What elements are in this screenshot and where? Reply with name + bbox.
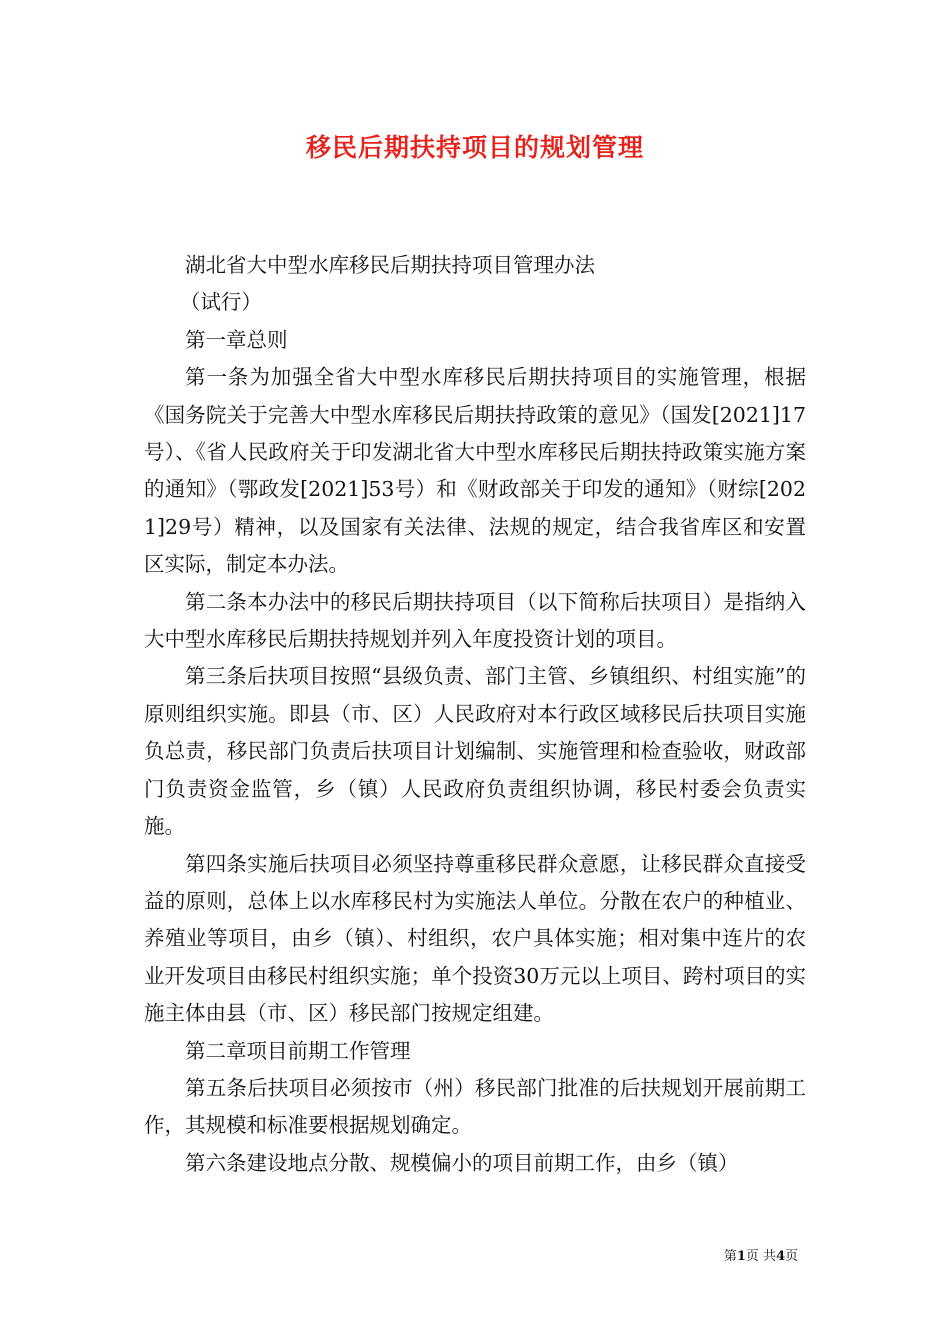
regulation-note: （试行） bbox=[179, 290, 262, 315]
article-5: 第五条后扶项目必须按市（州）移民部门批准的后扶规划开展前期工作，其规模和标准要根据规划确定。 bbox=[144, 1075, 806, 1138]
article-1: 第一条为加强全省大中型水库移民后期扶持项目的实施管理，根据《国务院关于完善大中型水库移民后期扶持政策的意见》（国发[2021]17号）、《省人民政府关于印发湖北省大中型水库移民后期扶持政策实施方案的通知》（鄂政发[2021]53号）和《财政部关于印发的通知》（财综[2021]29号）精神，以及国家有关法律、法规的规定，结合我省库区和安置区实际，制定本办法。 bbox=[144, 365, 806, 577]
footer-prefix: 第 bbox=[723, 1249, 737, 1264]
page-total: 4 bbox=[776, 1249, 786, 1264]
document-body bbox=[144, 247, 806, 1182]
article-2: 第二条本办法中的移民后期扶持项目（以下简称后扶项目）是指纳入大中型水库移民后期扶持规划并列入年度投资计划的项目。 bbox=[144, 589, 806, 652]
regulation-title: 湖北省大中型水库移民后期扶持项目管理办法 bbox=[185, 253, 595, 277]
chapter-heading-1: 第一章总则 bbox=[185, 327, 288, 352]
page-footer bbox=[706, 1245, 816, 1264]
footer-middle: 页 共 bbox=[745, 1249, 777, 1264]
footer-suffix: 页 bbox=[785, 1249, 799, 1264]
chapter-heading-2: 第二章项目前期工作管理 bbox=[185, 1038, 411, 1063]
article-4: 第四条实施后扶项目必须坚持尊重移民群众意愿，让移民群众直接受益的原则，总体上以水库移民村为实施法人单位。分散在农户的种植业、养殖业等项目，由乡（镇）、村组织，农户具体实施；相对集中连片的农业开发项目由移民村组织实施；单个投资30万元以上项目、跨村项目的实施主体由县（市、区）移民部门按规定组建。 bbox=[144, 851, 806, 1026]
article-3: 第三条后扶项目按照“县级负责、部门主管、乡镇组织、村组实施”的原则组织实施。即县（市、区）人民政府对本行政区域移民后扶项目实施负总责，移民部门负责后扶项目计划编制、实施管理和检查验收，财政部门负责资金监管，乡（镇）人民政府负责组织协调，移民村委会负责实施。 bbox=[144, 664, 806, 839]
document-title: 移民后期扶持项目的规划管理 bbox=[305, 133, 644, 162]
article-6: 第六条建设地点分散、规模偏小的项目前期工作，由乡（镇） bbox=[185, 1150, 739, 1175]
page-number: 1 bbox=[736, 1249, 746, 1264]
